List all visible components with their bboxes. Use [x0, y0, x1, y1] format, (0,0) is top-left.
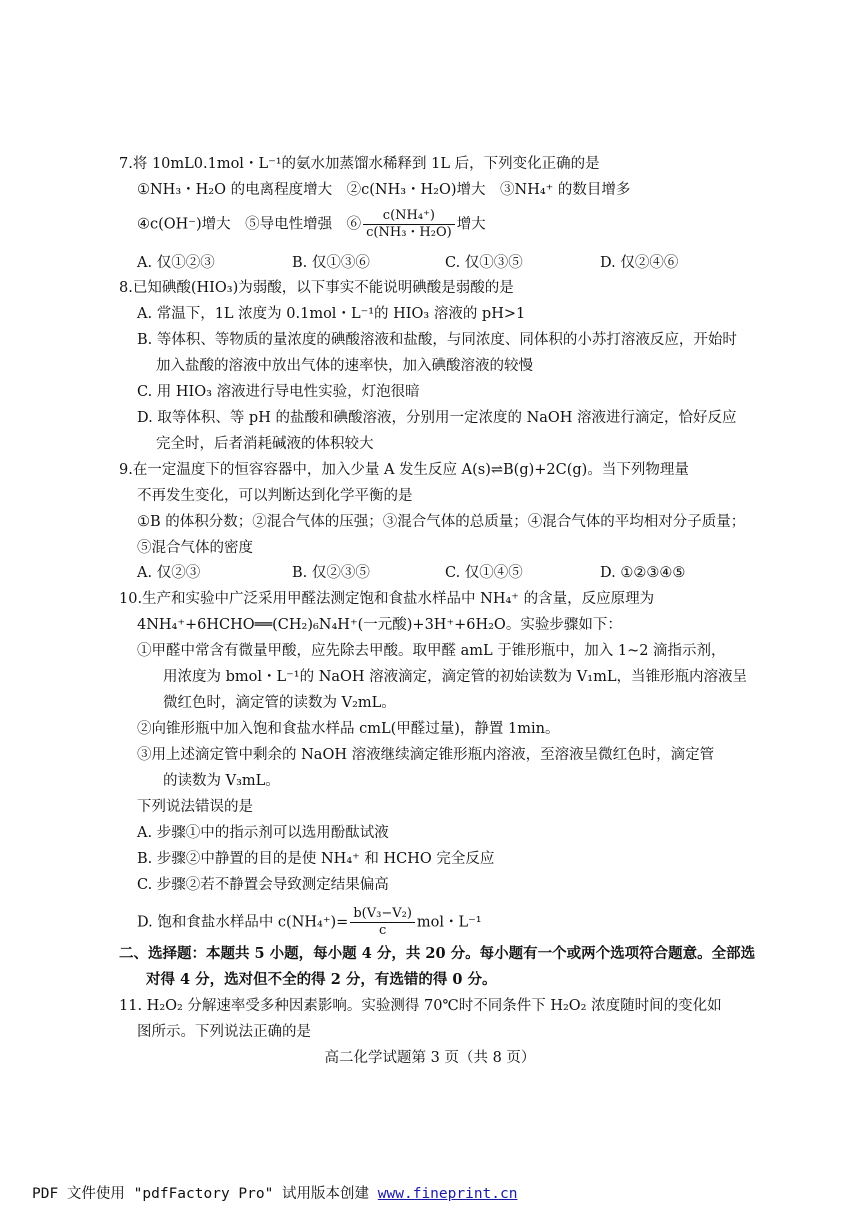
q9-items-line-2: ⑤混合气体的密度 [137, 540, 253, 556]
q8-option-d: D. 取等体积、等 pH 的盐酸和碘酸溶液，分别用一定浓度的 NaOH 溶液进行滴定，恰好反应 [137, 410, 737, 426]
q7-fraction [363, 208, 455, 241]
pdf-notice [32, 1184, 517, 1204]
q10-step-1-cont-1: 用浓度为 bmol・L⁻¹的 NaOH 溶液滴定，滴定管的初始读数为 V₁mL，当锥形瓶内溶液呈 [163, 669, 747, 685]
q10-option-c: C. 步骤②若不静置会导致测定结果偏高 [137, 877, 389, 893]
q10-option-d-fraction [350, 906, 415, 939]
q9-stem: 9.在一定温度下的恒容容器中，加入少量 A 发生反应 A(s)⇌B(g)+2C(g)。当下列物理量 [119, 462, 689, 478]
q10-option-d [137, 906, 482, 939]
q7-option-b: B. 仅①③⑥ [292, 255, 370, 271]
q7-item-line-2 [137, 208, 486, 241]
q10-stem: 10.生产和实验中广泛采用甲醛法测定饱和食盐水样品中 NH₄⁺ 的含量，反应原理为 [119, 591, 655, 607]
q10-option-d-unit: mol・L⁻¹ [416, 914, 482, 931]
q10-equation: 4NH₄⁺+6HCHO══(CH₂)₆N₄H⁺(一元酸)+3H⁺+6H₂O。实验步骤如下： [137, 617, 622, 633]
section-2-heading: 二、选择题：本题共 5 小题，每小题 4 分，共 20 分。每小题有一个或两个选项符合题意。全部选 [119, 945, 756, 962]
q11-stem: 11. H₂O₂ 分解速率受多种因素影响。实验测得 70℃时不同条件下 H₂O₂ 浓度随时间的变化如 [119, 998, 722, 1014]
q9-option-a: A. 仅②③ [137, 565, 201, 581]
page-footer: 高二化学试题第 3 页（共 8 页） [324, 1050, 536, 1066]
q10-fraction-numerator: b(V₃−V₂) [350, 906, 415, 923]
q8-stem: 8.已知碘酸(HIO₃)为弱酸，以下事实不能说明碘酸是弱酸的是 [119, 280, 514, 296]
q7-item-text-a: ④c(OH⁻)增大 ⑤导电性增强 ⑥ [137, 216, 362, 233]
q7-fraction-numerator: c(NH₄⁺) [363, 208, 455, 225]
q10-question: 下列说法错误的是 [137, 799, 253, 815]
q7-option-c: C. 仅①③⑤ [445, 255, 523, 271]
q8-option-b: B. 等体积、等物质的量浓度的碘酸溶液和盐酸，与同浓度、同体积的小苏打溶液反应，开始时 [137, 332, 737, 348]
q7-item-text-b: 增大 [456, 216, 486, 233]
q9-option-c: C. 仅①④⑤ [445, 565, 523, 581]
section-2-heading-cont: 对得 4 分，选对但不全的得 2 分，有选错的得 0 分。 [146, 971, 497, 988]
q10-step-1-cont-2: 微红色时，滴定管的读数为 V₂mL。 [163, 695, 396, 711]
q10-fraction-denominator: c [378, 923, 387, 938]
q7-option-a: A. 仅①②③ [137, 255, 215, 271]
q9-stem-cont: 不再发生变化，可以判断达到化学平衡的是 [137, 488, 413, 504]
q8-option-c: C. 用 HIO₃ 溶液进行导电性实验，灯泡很暗 [137, 384, 420, 400]
q10-option-b: B. 步骤②中静置的目的是使 NH₄⁺ 和 HCHO 完全反应 [137, 851, 495, 867]
q10-step-3-cont: 的读数为 V₃mL。 [163, 773, 280, 789]
q7-fraction-denominator: c(NH₃・H₂O) [366, 225, 452, 240]
q9-items-line-1: ①B 的体积分数；②混合气体的压强；③混合气体的总质量；④混合气体的平均相对分子质量； [137, 514, 746, 530]
q7-stem: 7.将 10mL0.1mol・L⁻¹的氨水加蒸馏水稀释到 1L 后，下列变化正确的是 [119, 156, 600, 172]
fineprint-link[interactable]: www.fineprint.cn [377, 1186, 518, 1202]
q10-step-2: ②向锥形瓶中加入饱和食盐水样品 cmL(甲醛过量)，静置 1min。 [137, 721, 560, 737]
q10-step-1: ①甲醛中常含有微量甲酸，应先除去甲酸。取甲醛 amL 于锥形瓶中，加入 1~2 滴指示剂， [137, 643, 726, 659]
q10-step-3: ③用上述滴定管中剩余的 NaOH 溶液继续滴定锥形瓶内溶液，至溶液呈微红色时，滴定管 [137, 747, 715, 763]
q8-option-d-cont: 完全时，后者消耗碱液的体积较大 [156, 436, 374, 452]
q7-item-line-1: ①NH₃・H₂O 的电离程度增大 ②c(NH₃・H₂O)增大 ③NH₄⁺ 的数目增多 [137, 182, 631, 198]
q8-option-a: A. 常温下，1L 浓度为 0.1mol・L⁻¹的 HIO₃ 溶液的 pH>1 [137, 306, 526, 322]
q11-stem-cont: 图所示。下列说法正确的是 [137, 1024, 311, 1040]
q10-option-d-text: D. 饱和食盐水样品中 c(NH₄⁺)= [137, 914, 349, 931]
q9-option-b: B. 仅②③⑤ [292, 565, 370, 581]
q8-option-b-cont: 加入盐酸的溶液中放出气体的速率快，加入碘酸溶液的较慢 [156, 358, 533, 374]
q7-option-d: D. 仅②④⑥ [600, 255, 679, 271]
q9-option-d: D. ①②③④⑤ [600, 565, 686, 581]
pdf-notice-text: PDF 文件使用 "pdfFactory Pro" 试用版本创建 [32, 1186, 378, 1202]
q10-option-a: A. 步骤①中的指示剂可以选用酚酞试液 [137, 825, 389, 841]
